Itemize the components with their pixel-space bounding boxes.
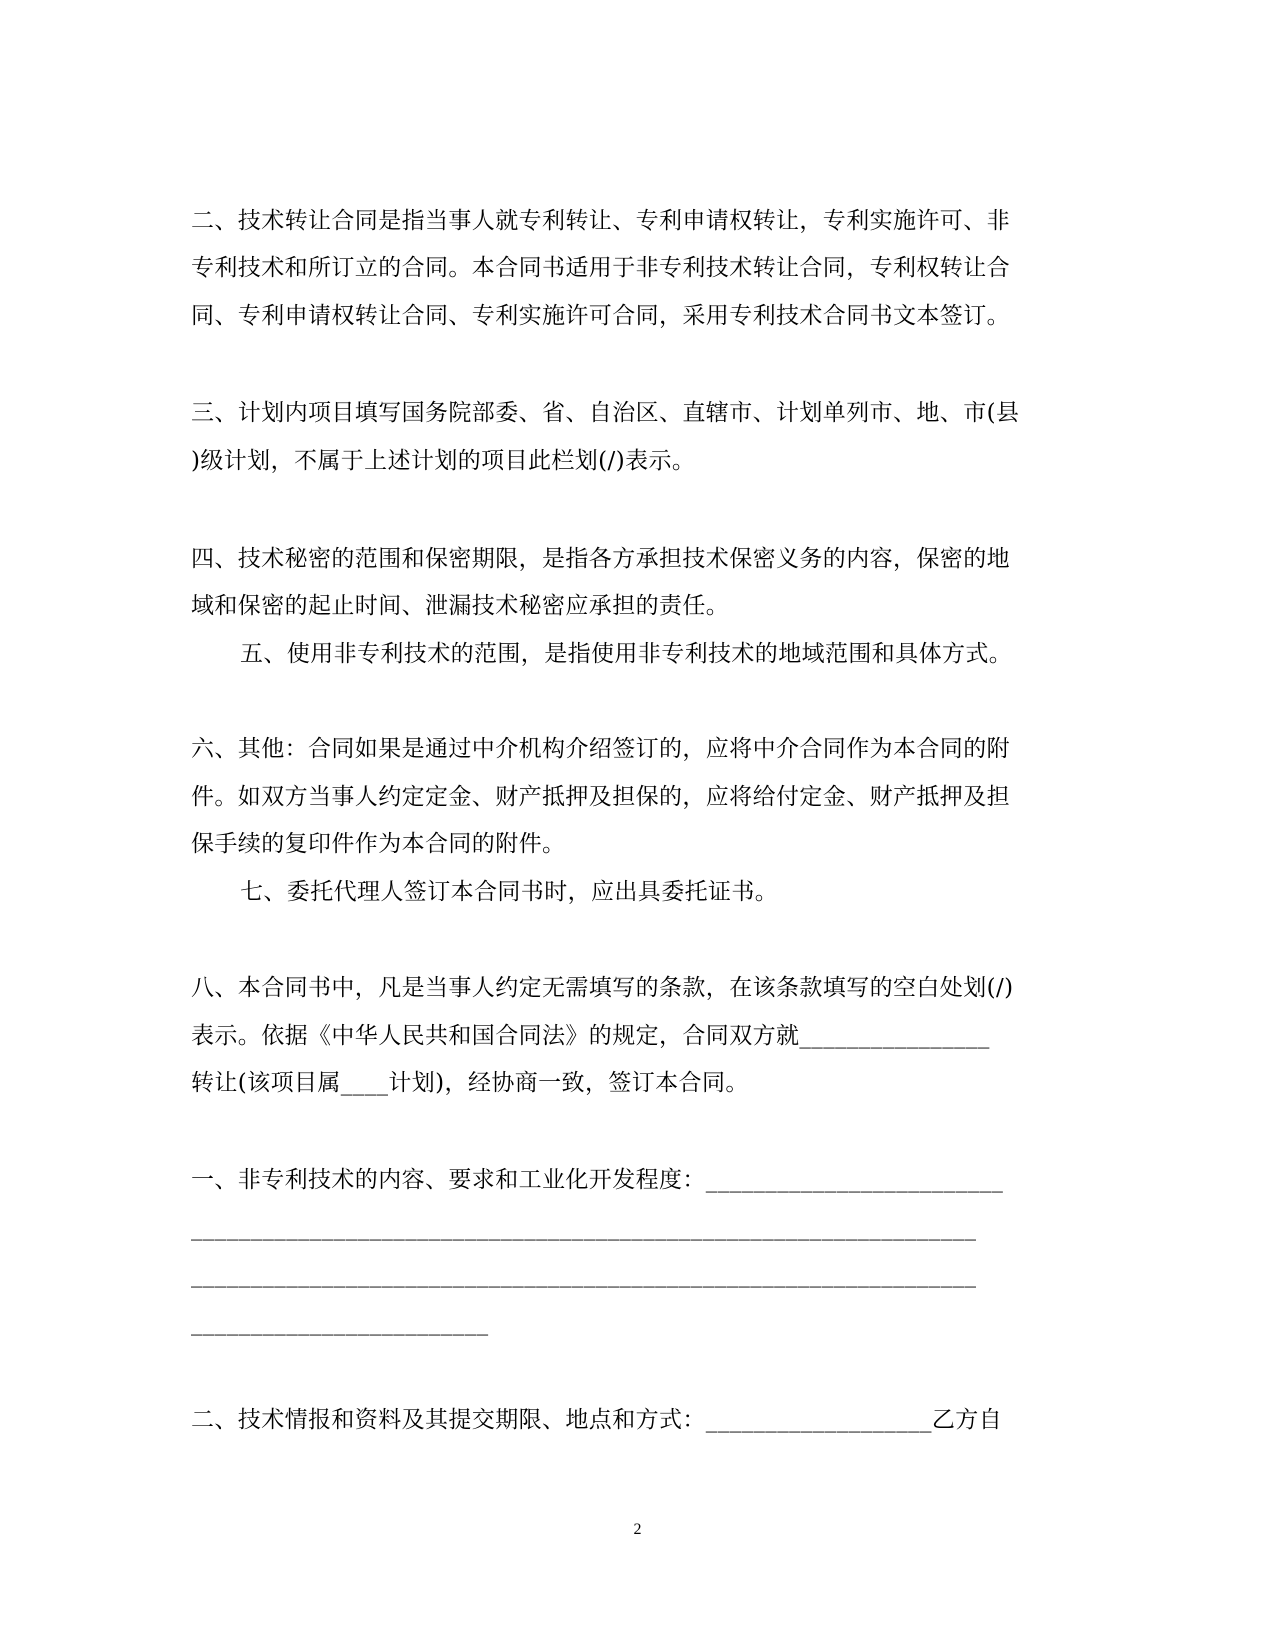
text-line: )级计划，不属于上述计划的项目此栏划(/)表示。 xyxy=(191,448,696,474)
text-line: 表示。依据《中华人民共和国合同法》的规定，合同双方就________________ xyxy=(191,1023,990,1049)
text-line: 五、使用非专利技术的范围，是指使用非专利技术的地域范围和具体方式。 xyxy=(240,641,1013,667)
text-line: 转让(该项目属____计划)，经协商一致，签订本合同。 xyxy=(191,1070,749,1096)
text-line: 一、非专利技术的内容、要求和工业化开发程度：_________________________ xyxy=(191,1167,1004,1193)
text-line: 二、技术情报和资料及其提交期限、地点和方式：___________________乙方自 xyxy=(191,1407,1003,1433)
blank-line: _________________________ xyxy=(191,1310,489,1336)
text-line: 同、专利申请权转让合同、专利实施许可合同，采用专利技术合同书文本签订。 xyxy=(191,303,1010,329)
blank-line: __________________________________________________________________ xyxy=(191,1262,977,1288)
text-line: 八、本合同书中，凡是当事人约定无需填写的条款，在该条款填写的空白处划(/) xyxy=(191,975,1014,1001)
text-line: 专利技术和所订立的合同。本合同书适用于非专利技术转让合同，专利权转让合 xyxy=(191,255,1010,281)
text-line: 件。如双方当事人约定定金、财产抵押及担保的，应将给付定金、财产抵押及担 xyxy=(191,784,1010,810)
text-line: 二、技术转让合同是指当事人就专利转让、专利申请权转让，专利实施许可、非 xyxy=(191,208,1010,234)
text-line: 保手续的复印件作为本合同的附件。 xyxy=(191,831,566,857)
text-line: 域和保密的起止时间、泄漏技术秘密应承担的责任。 xyxy=(191,593,730,619)
text-line: 六、其他：合同如果是通过中介机构介绍签订的，应将中介合同作为本合同的附 xyxy=(191,736,1010,762)
text-line: 三、计划内项目填写国务院部委、省、自治区、直辖市、计划单列市、地、市(县 xyxy=(191,400,1020,426)
blank-line: __________________________________________________________________ xyxy=(191,1215,977,1241)
text-line: 七、委托代理人签订本合同书时，应出具委托证书。 xyxy=(240,879,779,905)
page-number: 2 xyxy=(633,1521,642,1538)
text-line: 四、技术秘密的范围和保密期限，是指各方承担技术保密义务的内容，保密的地 xyxy=(191,546,1010,572)
